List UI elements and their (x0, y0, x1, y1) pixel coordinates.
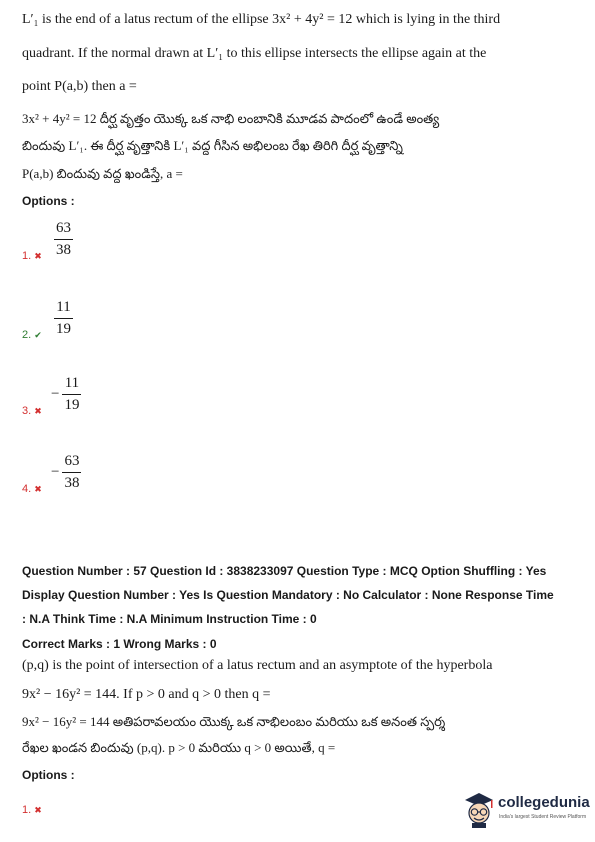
logo-wordmark: collegedunia (498, 794, 590, 811)
option-3-label: 3. (22, 405, 32, 417)
q57-option-1-number (22, 804, 42, 816)
option-3-denominator: 19 (64, 397, 80, 413)
q57-line-2: 9x² − 16y² = 144. If p > 0 and q > 0 then q = (22, 687, 271, 702)
q56-telugu-line-2: బిందువు L′₁. ఈ దీర్ఘ వృత్తానికి L′₁ వద్ద గీసిన అభిలంబ రేఖ తిరిగి దీర్ఘ వృత్తాన్ని (22, 138, 403, 153)
q57-marks: Correct Marks : 1 Wrong Marks : 0 (22, 637, 217, 651)
option-1-numerator: 63 (56, 220, 71, 236)
q57-telugu-line-1: 9x² − 16y² = 144 అతిపరావలయం యొక్క ఒక నాభిలంబం మరియు ఒక అనంత స్పర్శ (22, 714, 446, 729)
collegedunia-logo[interactable] (462, 788, 590, 832)
option-2-numerator: 11 (56, 299, 71, 315)
option-1-label: 1. (22, 250, 32, 262)
option-1-number (22, 250, 42, 262)
q57-telugu-line-2: రేఖల ఖండన బిందువు (p,q). p > 0 మరియు q > 0 అయితే, q = (22, 740, 336, 755)
option-4-sign: − (51, 464, 60, 480)
q56-line-1: L′₁ is the end of a latus rectum of the ellipse 3x² + 4y² = 12 which is lying in the third (22, 12, 501, 27)
q56-line-3: point P(a,b) then a = (22, 79, 137, 94)
option-3-number (22, 405, 42, 417)
q57-line-1: (p,q) is the point of intersection of a latus rectum and an asymptote of the hyperbola (22, 658, 493, 673)
option-4-denominator: 38 (64, 475, 80, 491)
logo-tagline: India's largest Student Review Platform (499, 814, 587, 820)
wrong-icon: ✖ (34, 251, 42, 261)
q57-meta-line-2: Display Question Number : Yes Is Question Mandatory : No Calculator : None Response Time (22, 588, 554, 602)
option-2-denominator: 19 (56, 321, 71, 337)
wrong-icon: ✖ (34, 406, 42, 416)
option-3-numerator: 11 (64, 375, 80, 391)
option-4-label: 4. (22, 483, 32, 495)
option-2-number (22, 329, 42, 341)
option-4-number (22, 483, 42, 495)
option-4-fraction[interactable] (51, 453, 81, 492)
q56-telugu-line-3: P(a,b) బిందువు వద్ద ఖండిస్తే, a = (22, 166, 183, 181)
graduate-mascot-icon (462, 790, 496, 828)
q57-option-1-label: 1. (22, 804, 32, 816)
wrong-icon: ✖ (34, 805, 42, 815)
option-3-sign: − (51, 386, 60, 402)
option-2-fraction[interactable] (51, 299, 73, 338)
q57-meta-line-3: : N.A Think Time : N.A Minimum Instruction Time : 0 (22, 612, 317, 626)
q57-meta-line-1: Question Number : 57 Question Id : 3838233097 Question Type : MCQ Option Shuffling : Yes (22, 564, 547, 578)
q56-options-label: Options : (22, 194, 75, 208)
option-3-fraction[interactable] (51, 375, 81, 414)
wrong-icon: ✖ (34, 484, 42, 494)
q56-telugu-line-1: 3x² + 4y² = 12 దీర్ఘ వృత్తం యొక్క ఒక నాభి లంబానికి మూడవ పాదంలో ఉండే అంత్య (22, 111, 440, 126)
correct-check-icon: ✔ (34, 330, 42, 340)
option-1-denominator: 38 (56, 242, 71, 258)
q56-line-2: quadrant. If the normal drawn at L′₁ to this ellipse intersects the ellipse again at the (22, 46, 487, 61)
option-2-label: 2. (22, 329, 32, 341)
q57-options-label: Options : (22, 768, 75, 782)
option-4-numerator: 63 (64, 453, 80, 469)
option-1-fraction[interactable] (51, 220, 73, 259)
